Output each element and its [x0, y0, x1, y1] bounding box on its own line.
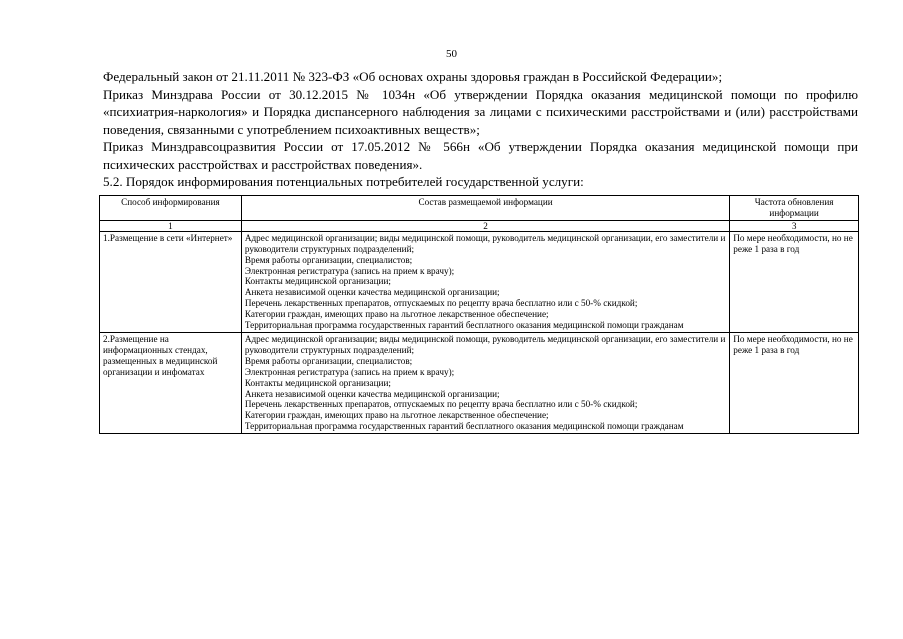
column-number-row: [100, 220, 859, 231]
method-cell: 2.Размещение на информационных стендах, размещенных в медицинской организации и инфоматах: [100, 332, 242, 433]
information-table: [99, 195, 859, 434]
content-item: Контакты медицинской организации;: [244, 276, 391, 287]
method-cell: 1.Размещение в сети «Интернет»: [100, 231, 242, 332]
content-item: Анкета независимой оценки качества медицинской организации;: [244, 287, 500, 298]
content-item: Адрес медицинской организации; виды медицинской помощи, руководитель медицинской организации, его заместители и руководители структурных подразделений;: [244, 232, 726, 254]
content-item: Время работы организации, специалистов;: [244, 254, 413, 265]
section-heading-5-2: 5.2. Порядок информирования потенциальных потребителей государственной услуги:: [103, 174, 584, 189]
table-header-row: [100, 196, 859, 221]
column-number: 2: [241, 220, 729, 231]
content-item: Категории граждан, имеющих право на льготное лекарственное обеспечение;: [244, 309, 549, 320]
content-item: Электронная регистратура (запись на прием к врачу);: [244, 265, 455, 276]
content-item: Территориальная программа государственных гарантий бесплатного оказания медицинской помощи гражданам: [244, 320, 684, 331]
content-item: Контакты медицинской организации;: [244, 377, 391, 388]
content-cell: [241, 231, 729, 332]
document-body: [103, 68, 858, 191]
table-row: [100, 231, 859, 332]
table-row: [100, 332, 859, 433]
content-item: Перечень лекарственных препаратов, отпускаемых по рецепту врача бесплатно или с 50-% скидкой;: [244, 399, 638, 410]
content-item: Время работы организации, специалистов;: [244, 355, 413, 366]
column-number: 1: [100, 220, 242, 231]
content-item: Адрес медицинской организации; виды медицинской помощи, руководитель медицинской организации, его заместители и руководители структурных подразделений;: [244, 333, 726, 355]
header-frequency: Частота обновления информации: [730, 196, 859, 221]
paragraph-order-566n: Приказ Минздравсоцразвития России от 17.05.2012 № 566н «Об утверждении Порядка оказания медицинской помощи при психических расстройствах и расстройствах поведения».: [103, 139, 858, 172]
frequency-cell: По мере необходимости, но не реже 1 раза в год: [730, 332, 859, 433]
header-content: Состав размещаемой информации: [241, 196, 729, 221]
header-method: Способ информирования: [100, 196, 242, 221]
paragraph-order-1034n: Приказ Минздрава России от 30.12.2015 № 1034н «Об утверждении Порядка оказания медицинской помощи по профилю «психиатрия-наркология» и Порядка диспансерного наблюдения за лицами с психическими расстройствами и (или) расстройствами поведения, связанными с употреблением психоактивных веществ»;: [103, 86, 858, 137]
content-item: Электронная регистратура (запись на прием к врачу);: [244, 366, 455, 377]
column-number: 3: [730, 220, 859, 231]
content-item: Категории граждан, имеющих право на льготное лекарственное обеспечение;: [244, 410, 549, 421]
content-item: Анкета независимой оценки качества медицинской организации;: [244, 388, 500, 399]
paragraph-federal-law: Федеральный закон от 21.11.2011 № 323-ФЗ «Об основах охраны здоровья граждан в Российской Федерации»;: [103, 69, 723, 84]
content-item: Территориальная программа государственных гарантий бесплатного оказания медицинской помощи гражданам: [244, 421, 684, 432]
content-cell: [241, 332, 729, 433]
page-number: 50: [446, 48, 457, 60]
frequency-cell: По мере необходимости, но не реже 1 раза в год: [730, 231, 859, 332]
content-item: Перечень лекарственных препаратов, отпускаемых по рецепту врача бесплатно или с 50-% скидкой;: [244, 298, 638, 309]
